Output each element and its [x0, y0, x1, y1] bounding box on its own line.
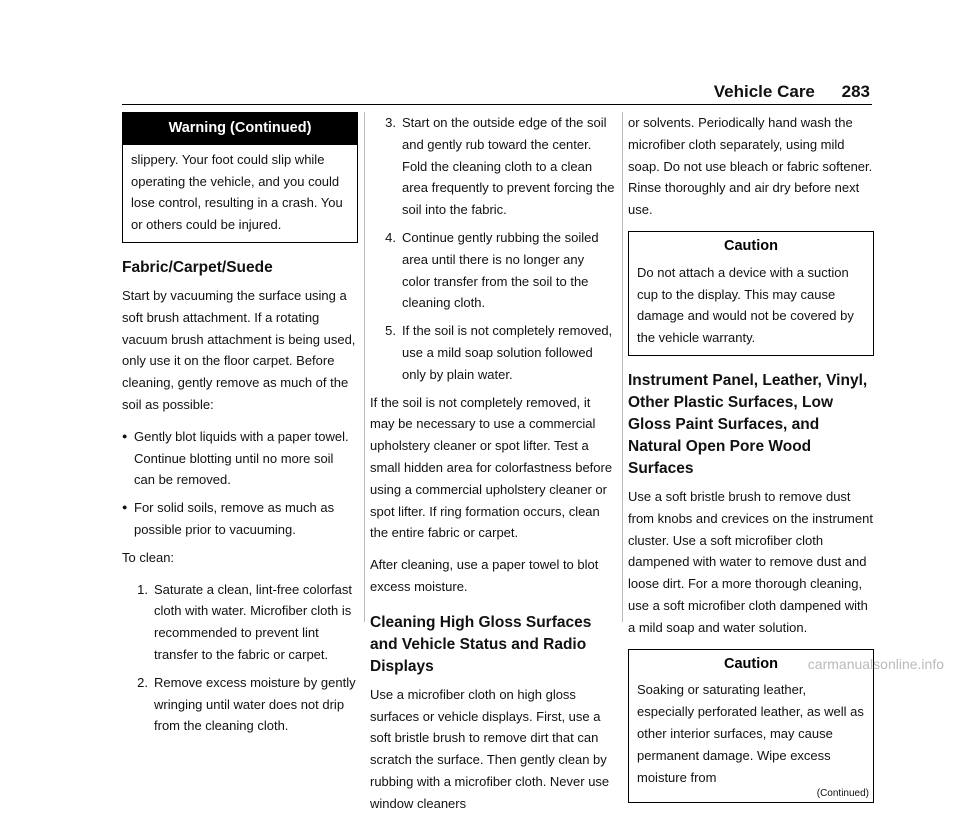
list-item: ● Gently blot liquids with a paper towel. Continue blotting until no more soil can be removed. — [122, 426, 358, 491]
warning-title: Warning (Continued) — [123, 113, 357, 145]
step-item: 1. Saturate a clean, lint-free colorfast cloth with water. Microfiber cloth is recommended to prevent lint transfer to the fabric or carpet. — [137, 581, 352, 662]
page-number: 283 — [841, 82, 870, 101]
paragraph: or solvents. Periodically hand wash the microfiber cloth separately, using mild soap. Do not use bleach or fabric softener. Rinse thoroughly and air dry before next use. — [628, 115, 873, 218]
page-header — [714, 82, 870, 102]
caution-box — [628, 231, 874, 356]
caution-title: Caution — [629, 650, 873, 676]
caution-text: Do not attach a device with a suction cup to the display. This may cause damage and would not be covered by the vehicle warranty. — [637, 264, 854, 346]
section-heading-fabric: Fabric/Carpet/Suede — [122, 258, 273, 276]
warning-box — [122, 112, 358, 243]
continued-label: (Continued) — [816, 788, 869, 800]
caution-title: Caution — [629, 232, 873, 258]
step-item: 3. Start on the outside edge of the soil and gently rub toward the center. Fold the cleaning cloth to a clean area frequently to prevent forcing the soil into the fabric. — [385, 115, 615, 218]
watermark: carmanualsonline.info — [807, 656, 944, 672]
paragraph: Start by vacuuming the surface using a soft brush attachment. If a rotating vacuum brush attachment is being used, only use it on the floor carpet. Before cleaning, gently remove as much of the soil as possible: — [122, 287, 356, 412]
bullet-icon: ● — [122, 430, 128, 441]
paragraph: Use a soft bristle brush to remove dust from knobs and crevices on the instrument cluster. Use a soft microfiber cloth dampened with water to remove dust and loose dirt. For a more thorough cleaning, use a soft microfiber cloth dampened with a mild soap and water solution. — [628, 488, 873, 635]
caution-text: Soaking or saturating leather, especially perforated leather, as well as other interior surfaces, may cause permanent damage. Wipe excess moisture from — [637, 682, 864, 785]
section-heading-instrument-panel: Instrument Panel, Leather, Vinyl, Other Plastic Surfaces, Low Gloss Paint Surfaces, and Natural Open Pore Wood Surfaces — [628, 371, 868, 477]
step-item: 5. If the soil is not completely removed, use a mild soap solution followed only by plain water. — [385, 323, 613, 382]
column-1 — [122, 112, 358, 743]
section-title: Vehicle Care — [713, 82, 815, 101]
step-item: 2. Remove excess moisture by gently wringing until water does not drip from the cleaning cloth. — [137, 674, 356, 734]
paragraph: To clean: — [122, 549, 175, 565]
paragraph: If the soil is not completely removed, it may be necessary to use a commercial upholstery cleaner or spot lifter. Test a small hidden area for colorfastness before using a commercial upholstery cleaner or spot lifter. If ring formation occurs, clean the entire fabric or carpet. — [370, 394, 613, 541]
column-divider — [364, 112, 365, 622]
step-item: 4. Continue gently rubbing the soiled area until there is no longer any color transfer from the soil to the cleaning cloth. — [385, 229, 599, 311]
column-3 — [628, 112, 874, 809]
paragraph: Use a microfiber cloth on high gloss surfaces or vehicle displays. First, use a soft bristle brush to remove dirt that can scratch the surface. Then gently clean by rubbing with a microfiber cloth. Never use window cleaners — [370, 686, 610, 811]
paragraph: After cleaning, use a paper towel to blot excess moisture. — [370, 557, 599, 594]
list-item: ● For solid soils, remove as much as possible prior to vacuuming. — [122, 497, 358, 541]
column-divider — [622, 112, 623, 622]
bullet-icon: ● — [122, 502, 128, 513]
header-divider — [122, 104, 872, 105]
column-2 — [370, 112, 615, 825]
section-heading-high-gloss: Cleaning High Gloss Surfaces and Vehicle Status and Radio Displays — [370, 613, 592, 675]
warning-text: slippery. Your foot could slip while operating the vehicle, and you could lose control, resulting in a crash. You or others could be injured. — [131, 151, 343, 233]
